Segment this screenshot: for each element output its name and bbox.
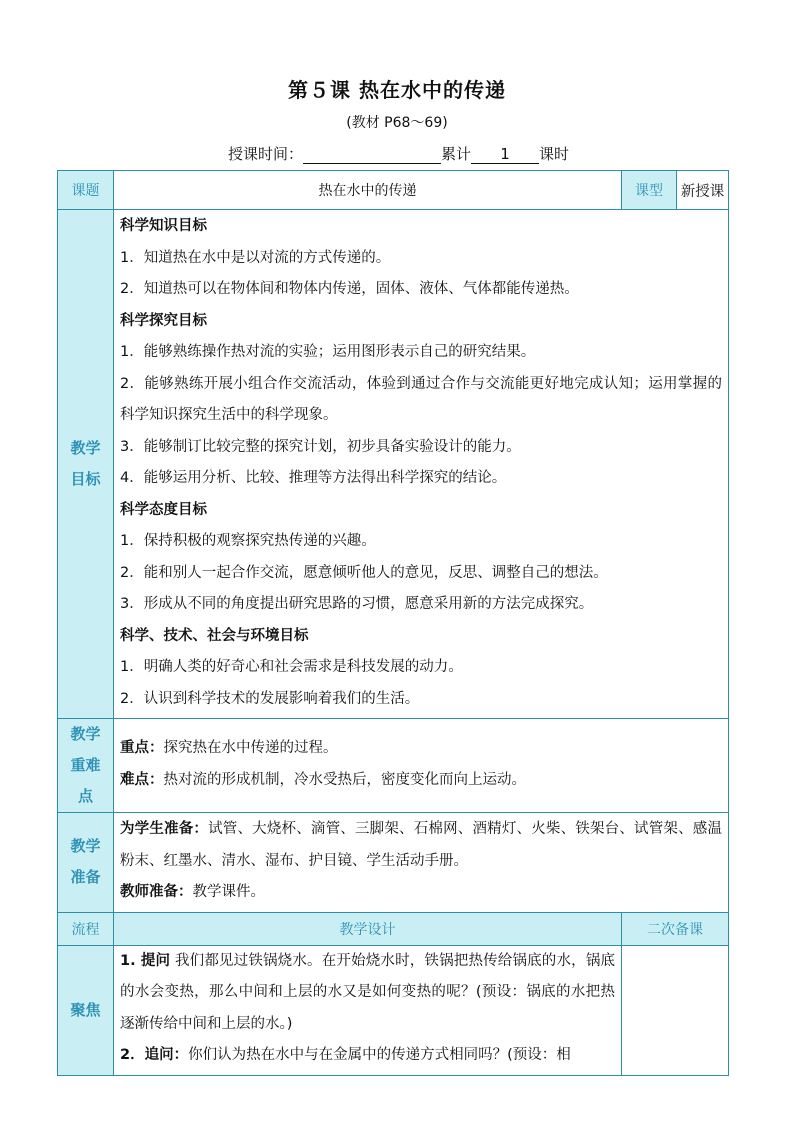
goals-label-1: 教学	[70, 439, 101, 457]
teacher-prep-text: 教学课件。	[192, 884, 265, 900]
q2-text: 你们认为热在水中与在金属中的传递方式相同吗？(预设：相	[188, 1047, 571, 1063]
inquiry-item: 3．能够制订比较完整的探究计划，初步具备实验设计的能力。	[120, 438, 521, 455]
revision-header: 二次备课	[622, 912, 729, 945]
goals-label	[58, 210, 114, 719]
keypoints-label-3: 点	[77, 787, 93, 805]
keypoints-label-1: 教学	[70, 725, 101, 743]
stse-item: 1．明确人类的好奇心和社会需求是科技发展的动力。	[120, 659, 463, 675]
student-prep	[120, 814, 722, 877]
knowledge-item: 1．知道热在水中是以对流的方式传递的。	[120, 249, 391, 266]
goals-content	[114, 210, 729, 719]
prep-content	[114, 813, 729, 913]
flow-header: 流程	[58, 912, 114, 945]
lesson-title: 第５课 热在水中的传递	[288, 78, 506, 102]
inquiry-item: 2．能够熟练开展小组合作交流活动，体验到通过合作与交流能更好地完成认知；运用掌握的科学知识探究生活中的科学现象。	[120, 375, 722, 423]
difficult-text: 热对流的形成机制，冷水受热后，密度变化而向上运动。	[163, 771, 526, 788]
type-label: 课型	[622, 171, 677, 210]
focus-question-1	[120, 946, 615, 1041]
period-label: 课时	[539, 145, 570, 163]
goals-row	[58, 210, 729, 719]
topic-label: 课题	[58, 171, 114, 210]
time-label: 授课时间：	[228, 145, 304, 163]
keypoints-content	[114, 719, 729, 813]
focus-content	[114, 945, 622, 1075]
teacher-prep-label: 教师准备：	[120, 884, 193, 900]
attitude-title: 科学态度目标	[120, 501, 207, 518]
teacher-prep	[120, 877, 722, 909]
student-prep-label: 为学生准备：	[120, 821, 209, 837]
inquiry-title: 科学探究目标	[120, 312, 207, 329]
focus-question-2	[120, 1040, 615, 1072]
goals-label-2: 目标	[70, 470, 101, 488]
topic-value: 热在水中的传递	[114, 171, 622, 210]
type-value: 新授课	[677, 171, 729, 210]
time-blank[interactable]	[303, 145, 441, 164]
key-label: 重点：	[120, 740, 164, 756]
key-text: 探究热在水中传递的过程。	[163, 740, 338, 756]
prep-label-1: 教学	[70, 837, 101, 856]
prep-label-2: 准备	[70, 868, 101, 887]
focus-label: 聚焦	[58, 945, 114, 1075]
flow-header-row	[58, 912, 729, 945]
q1-text: 我们都见过铁锅烧水。在开始烧水时，铁锅把热传给锅底的水，锅底的水会变热，那么中间和上层的水又是如何变热的呢？(预设：锅底的水把热逐渐传给中间和上层的水。)	[120, 952, 616, 1032]
focus-row	[58, 945, 729, 1075]
textbook-pages: (教材 P68～69)	[346, 115, 448, 131]
revision-cell[interactable]	[622, 945, 729, 1075]
keypoints-label-2: 重难	[70, 756, 101, 774]
knowledge-item: 2．知道热可以在物体间和物体内传递，固体、液体、气体都能传递热。	[120, 281, 579, 297]
attitude-item: 1．保持积极的观察探究热传递的兴趣。	[120, 533, 376, 549]
stse-title: 科学、技术、社会与环境目标	[120, 627, 309, 644]
cumulative-value: 1	[471, 145, 539, 164]
student-prep-text: 试管、大烧杯、滴管、三脚架、石棉网、酒精灯、火柴、铁架台、试管架、感温粉末、红墨水、清水、湿布、护目镜、学生活动手册。	[120, 821, 722, 869]
keypoints-label	[58, 719, 114, 813]
q2-label: 2．追问：	[120, 1047, 189, 1063]
q1-label: 1. 提问	[120, 952, 171, 969]
attitude-item: 2．能和别人一起合作交流，愿意倾听他人的意见，反思、调整自己的想法。	[120, 564, 608, 581]
difficult-point	[120, 765, 722, 797]
lesson-plan-table	[57, 170, 729, 1076]
knowledge-title: 科学知识目标	[120, 218, 207, 234]
difficult-label: 难点：	[120, 771, 164, 788]
inquiry-item: 1．能够熟练操作热对流的实验；运用图形表示自己的研究结果。	[120, 344, 536, 360]
cumulative-label: 累计	[441, 145, 472, 163]
inquiry-item: 4．能够运用分析、比较、推理等方法得出科学探究的结论。	[120, 470, 507, 486]
attitude-item: 3．形成从不同的角度提出研究思路的习惯，愿意采用新的方法完成探究。	[120, 596, 594, 612]
prep-row	[58, 813, 729, 913]
design-header: 教学设计	[114, 912, 622, 945]
stse-item: 2．认识到科学技术的发展影响着我们的生活。	[120, 690, 420, 707]
topic-row	[58, 171, 729, 210]
key-point	[120, 733, 722, 765]
keypoints-row	[58, 719, 729, 813]
prep-label	[58, 813, 114, 913]
time-line	[228, 143, 569, 164]
